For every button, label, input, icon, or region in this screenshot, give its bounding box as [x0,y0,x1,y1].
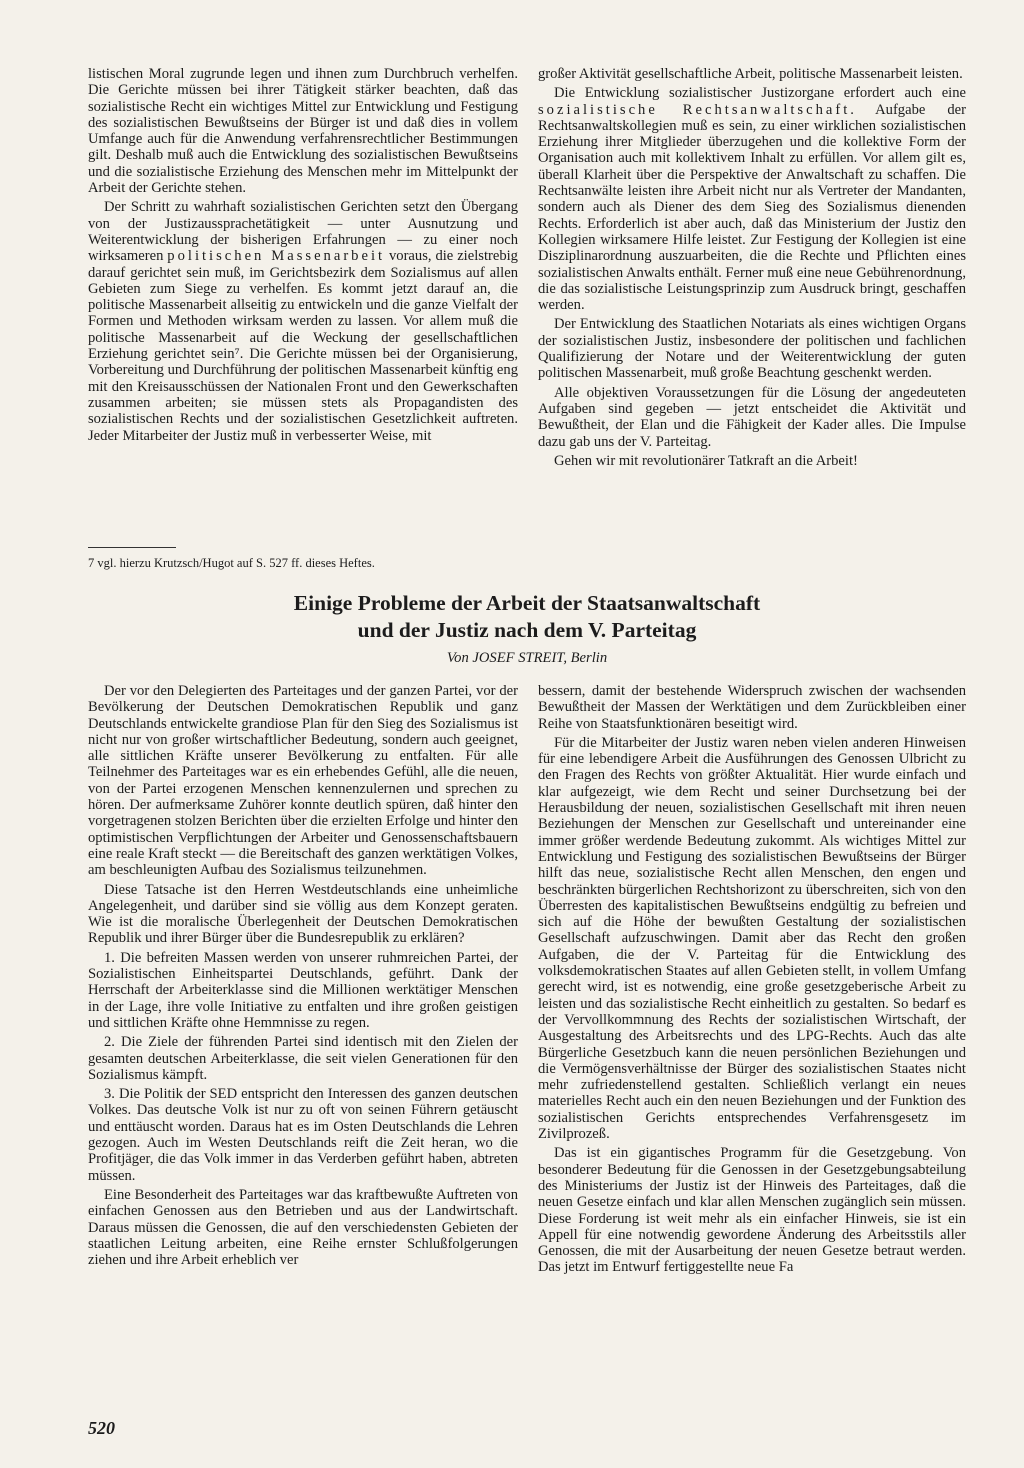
bottom-left-column [88,683,518,1268]
paragraph: bessern, damit der bestehende Widerspruch zwischen der wachsenden Bewußtheit der Massen der Werktätigen und dem Zurückbleiben einer Reihe von Staatsfunktionären beseitigt wird. [538,683,966,732]
top-left-column [88,66,518,444]
spaced-emphasis: sozialistische Rechtsanwaltschaft [538,101,851,118]
paragraph: Für die Mitarbeiter der Justiz waren neben vielen anderen Hinweisen für eine lebendigere Arbeit die Ausführungen des Genossen Ulbricht zu den Fragen des Rechts von größter Aktualität. Hier wurde einfach und klar aufgezeigt, wie dem Recht und seiner Durchsetzung bei der Herausbildung der neuen, sozialistischen Gesellschaft mit ihren neuen Beziehungen der Menschen zur Gesellschaft und untereinander eine immer größer werdende Bedeutung zukommt. Als wichtiges Mittel zur Entwicklung und Festigung des sozialistischen Bewußtseins der Bürger hilft das neue, sozialistische Recht allen Menschen, den engen und beschränkten bürgerlichen Rechtshorizont zu überschreiten, sich von den Überresten des kapitalistischen Bewußtseins endgültig zu befreien und sich auf die Höhe der bewußten Gestaltung der sozialistischen Gesellschaft aufzuschwingen. Damit aber das Recht den großen Aufgaben, die der V. Parteitag für die Entwicklung des volksdemokratischen Staates auf allen Gebieten stellt, in vollem Umfang gerecht wird, ist es notwendig, eine große gesetzgeberische Arbeit zu leisten und das sozialistische Recht einheitlich zu gestalten. So bedarf es der Vervollkommnung des Rechts der sozialistischen Wirtschaft, der Ausgestaltung des Arbeitsrechts und des LPG-Rechts. Auch das alte Bürgerliche Gesetzbuch kann die neuen persönlichen Beziehungen und die Vermögensverhältnisse der Bürger des sozialistischen Staates nicht mehr zufriedenstellend gestalten. Schließlich verlangt ein neues materielles Recht auch ein den neuen Beziehungen und der Funktion des sozialistischen Gerichts entsprechendes Verfahrensgesetz im Zivilprozeß. [538,734,966,1143]
bottom-right-column [538,683,966,1276]
paragraph: Die Entwicklung sozialistischer Justizorgane erfordert auch eine sozialistische Rechtsanwaltschaft. Aufgabe der Rechtsanwaltskollegien muß es sein, zu einer wirklichen sozialistischen Erziehung ihrer Mitglieder überzugehen und die kollektive Form der Organisation auch mit kollektivem Inhalt zu erfüllen. Vor allem gilt es, überall Klarheit über die Perspektive der Anwaltschaft zu schaffen. Die Rechtsanwälte leisten ihre Arbeit nicht nur als Vertreter der Mandanten, sondern auch als Diener des dem Sieg des Sozialismus dienenden Rechts. Erforderlich ist aber auch, daß das Ministerium der Justiz den Kollegien wirksamere Hilfe leistet. Zur Festigung der Kollegien ist eine Disziplinarordnung auszuarbeiten, die die Rechte und Pflichten eines sozialistischen Anwalts enthält. Ferner muß eine neue Gebührenordnung, die das sozialistische Leistungsprinzip zum Ausdruck bringt, geschaffen werden. [538,85,966,314]
paragraph: 1. Die befreiten Massen werden von unserer ruhmreichen Partei, der Sozialistischen Einheitspartei Deutschlands, geführt. Dank der Herrschaft der Arbeiterklasse sind die Millionen werktätiger Menschen in der Lage, ihre volle Initiative zu entfalten und ihre großen geistigen und sittlichen Kräfte ohne Hemmnisse zu regen. [88,949,518,1031]
title-line: und der Justiz nach dem V. Parteitag [357,618,697,642]
paragraph: Der Entwicklung des Staatlichen Notariats als eines wichtigen Organs der sozialistischen Justiz, insbesondere der politischen und fachlichen Qualifizierung der Notare und der Weiterentwicklung der guten politischen Massenarbeit, muß große Beachtung geschenkt werden. [538,316,966,382]
paragraph: Der vor den Delegierten des Parteitages und der ganzen Partei, vor der Bevölkerung der Deutschen Demokratischen Republik und ganz Deutschlands entwickelte grandiose Plan für den Sieg des Sozialismus ist nicht nur von großer wirtschaftlicher Bedeutung, sondern auch geeignet, alle sittlichen Kräfte unserer Bevölkerung zu entfalten. Für alle Teilnehmer des Parteitages war es ein erhebendes Gefühl, alle die neuen, von der Partei erzogenen Menschen kennenzulernen und sprechen zu hören. Der aufmerksame Zuhörer konnte deutlich spüren, daß hinter den vorgetragenen stolzen Berichten über die erzielten Erfolge und hinter den optimistischen Verpflichtungen der Arbeiter und Genossenschaftsbauern eine reale Kraft steckt — die Bereitschaft des ganzen werktätigen Volkes, am beschleunigten Aufbau des Sozialismus teilzunehmen. [88,683,518,879]
author-name: JOSEF STREIT [472,650,564,666]
paragraph: Gehen wir mit revolutionärer Tatkraft an die Arbeit! [554,452,858,469]
paragraph: listischen Moral zugrunde legen und ihnen zum Durchbruch verhelfen. Die Gerichte müssen bei ihrer Tätigkeit stärker beachten, daß das sozialistische Recht ein wichtiges Mittel zur Entwicklung und Festigung des sozialistischen Bewußtseins der Bürger ist und daß dies in vollem Umfange auch für die Anwendung verfahrensrechtlicher Bestimmungen gilt. Deshalb muß auch die Entwicklung des sozialistischen Bewußtseins und die sozialistische Erziehung des Menschen mehr im Mittelpunkt der Arbeit der Gerichte stehen. [88,66,518,197]
paragraph: 3. Die Politik der SED entspricht den Interessen des ganzen deutschen Volkes. Das deutsche Volk ist nur zu oft von seinen Führern getäuscht und enttäuscht worden. Daraus hat es im Osten Deutschlands die Lehren gezogen. Auch im Westen Deutschlands reift die Zeit heran, wo die Profitjäger, die das Volk immer in das Verderben geführt haben, abtreten müssen. [88,1086,518,1184]
top-right-column [538,66,966,469]
paragraph: Das ist ein gigantisches Programm für die Gesetzgebung. Von besonderer Bedeutung für die Genossen in der Gesetzgebungsabteilung des Ministeriums der Justiz ist der Hinweis des Parteitages, daß die neuen Gesetze einfach und klar allen Menschen zugänglich sein müssen. Diese Forderung ist weit mehr als ein einfacher Hinweis, sie ist ein Appell für eine notwendig gewordene Änderung des Arbeitsstils aller Genossen, die mit der Ausarbeitung der neuen Gesetze betraut werden. Das jetzt im Entwurf fertiggestellte neue Fa [538,1145,966,1276]
title-line: Einige Probleme der Arbeit der Staatsanwaltschaft [293,591,761,615]
paragraph: 2. Die Ziele der führenden Partei sind identisch mit den Zielen der gesamten deutschen Arbeiterklasse, die seit vielen Generationen für den Sozialismus kämpft. [88,1034,518,1083]
paragraph: Der Schritt zu wahrhaft sozialistischen Gerichten setzt den Übergang von der Justizaussprachetätigkeit — unter Ausnutzung und Weiterentwicklung der bisherigen Erfahrungen — zu einer noch wirksameren politischen Massenarbeit voraus, die zielstrebig darauf gerichtet sein muß, im Gerichtsbezirk dem Sozialismus auf allen Gebieten zum Siege zu verhelfen. Es kommt jetzt darauf an, die politische Massenarbeit allseitig zu entwickeln und die ganze Vielfalt der Formen und Methoden wirksam werden zu lassen. Vor allem muß die politische Massenarbeit auf die Weckung der gesellschaftlichen Erziehung gerichtet sein⁷. Die Gerichte müssen bei der Organisierung, Vorbereitung und Durchführung der politischen Massenarbeit künftig eng mit den Kreisausschüssen der Nationalen Front und den Gewerkschaften zusammen arbeiten; sie müssen stets als Propagandisten des sozialistischen Rechts und der sozialistischen Gesetzlichkeit auftreten. Jeder Mitarbeiter der Justiz muß in verbesserter Weise, mit [88,199,518,444]
byline: Von JOSEF STREIT, Berlin [446,650,608,666]
paragraph: Alle objektiven Voraussetzungen für die Lösung der angedeuteten Aufgaben sind gegeben — jetzt entscheidet die Aktivität und Bewußtheit, der Elan und die Fähigkeit der Kader alles. Die Impulse dazu gab uns der V. Parteitag. [538,384,966,450]
paragraph: großer Aktivität gesellschaftliche Arbeit, politische Massenarbeit leisten. [538,66,963,82]
footnote-divider [88,547,176,548]
footnote: 7 vgl. hierzu Krutzsch/Hugot auf S. 527 ff. dieses Heftes. [88,556,375,570]
page-number: 520 [88,1418,115,1438]
paragraph: Eine Besonderheit des Parteitages war das kraftbewußte Auftreten von einfachen Genossen aus den Betrieben und aus der Landwirtschaft. Daraus müssen die Genossen, die auf den verschiedensten Gebieten der staatlichen Leitung arbeiten, eine Reihe ernster Schlußfolgerungen ziehen und ihre Arbeit erheblich ver [88,1186,518,1269]
spaced-emphasis: politischen Massenarbeit [167,248,386,265]
article-title [88,590,966,644]
paragraph: Diese Tatsache ist den Herren Westdeutschlands eine unheimliche Angelegenheit, und darüber sind sie völlig aus dem Konzept geraten. Wie ist die moralische Überlegenheit der Deutschen Demokratischen Republik und ihrer Bürger über die Bundesrepublik zu erklären? [88,881,518,947]
